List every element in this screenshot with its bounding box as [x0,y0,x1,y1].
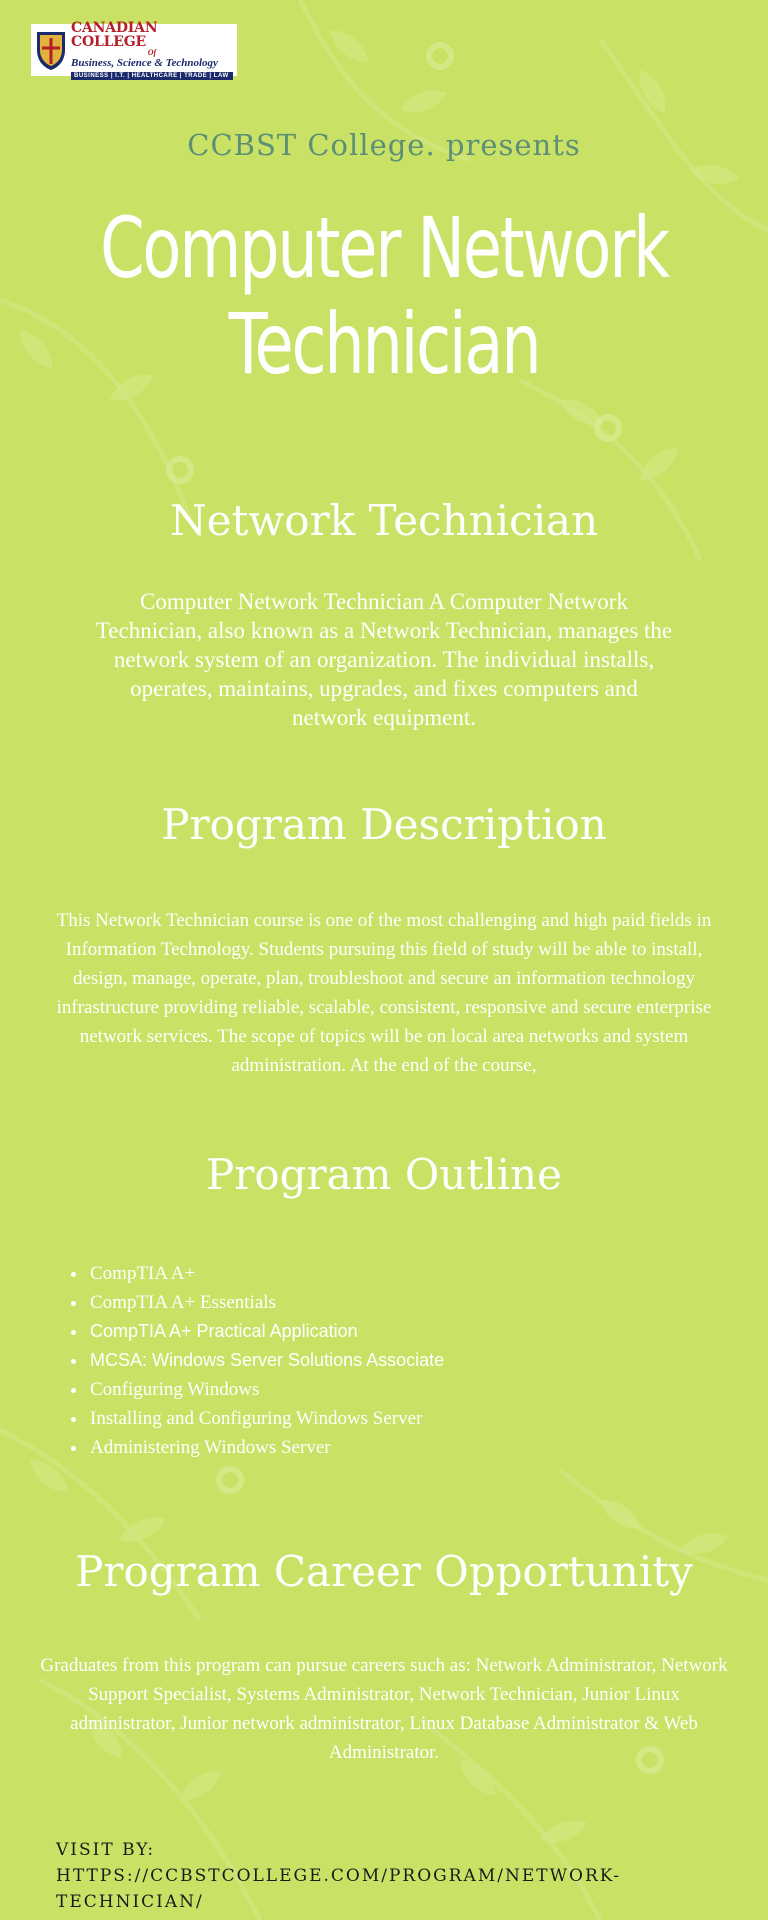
list-item: • CompTIA A+ [88,1259,444,1288]
logo-line-1: CANADIAN COLLEGE [71,19,158,50]
career-opportunity-text: Graduates from this program can pursue careers such as: Network Administrator, Network Support Specialist, Systems Administrator, Network Technician, Junior Linux administrator, Junior network administrator, Linux Database Administrator & Web Administrator. [40,1655,728,1763]
program-outline-list [68,1259,444,1462]
heading-program-outline: Program Outline [206,1150,562,1199]
network-technician-text: Computer Network Technician A Computer Network Technician, also known as a Network Technician, manages the network system of an organization. The individual installs, operates, maintains, upgrades, and fixes computers and network equipment. [95,589,673,730]
program-description-text: This Network Technician course is one of the most challenging and high paid fields in Information Technology. Students pursuing this field of study will be able to install, design, manage, operate, plan, troubleshoot and secure an information technology infrastructure providing reliable, scalable, consistent, responsive and secure enterprise network services. The scope of topics will be on local area networks and system administration. At the end of the course, [56,910,712,1076]
presents-line: CCBST College. presents [187,128,581,162]
list-item: • Configuring Windows [88,1375,444,1404]
logo-line-2: Of [147,47,157,57]
list-item: • Installing and Configuring Windows Server [88,1404,444,1433]
heading-network-technician: Network Technician [169,496,599,545]
college-logo [31,19,237,79]
logo-line-3: Business, Science & Technology [71,56,218,69]
title-line-1: Computer Network [100,199,668,297]
list-item: • CompTIA A+ Practical Application [88,1317,444,1346]
list-item: • Administering Windows Server [88,1433,444,1462]
page-title [92,200,676,392]
logo-tagline: BUSINESS | I.T. | HEALTHCARE | TRADE | LAW [71,72,233,80]
visit-url[interactable]: VISIT BY: HTTPS://CCBSTCOLLEGE.COM/PROGRAM/NETWORK-TECHNICIAN/ [56,1840,621,1912]
title-line-2: Technician [228,295,540,393]
list-item: • CompTIA A+ Essentials [88,1288,444,1317]
heading-program-description: Program Description [161,800,607,849]
shield-crest-icon [35,28,67,72]
heading-career-opportunity: Program Career Opportunity [75,1547,693,1596]
list-item: • MCSA: Windows Server Solutions Associate [88,1346,444,1375]
